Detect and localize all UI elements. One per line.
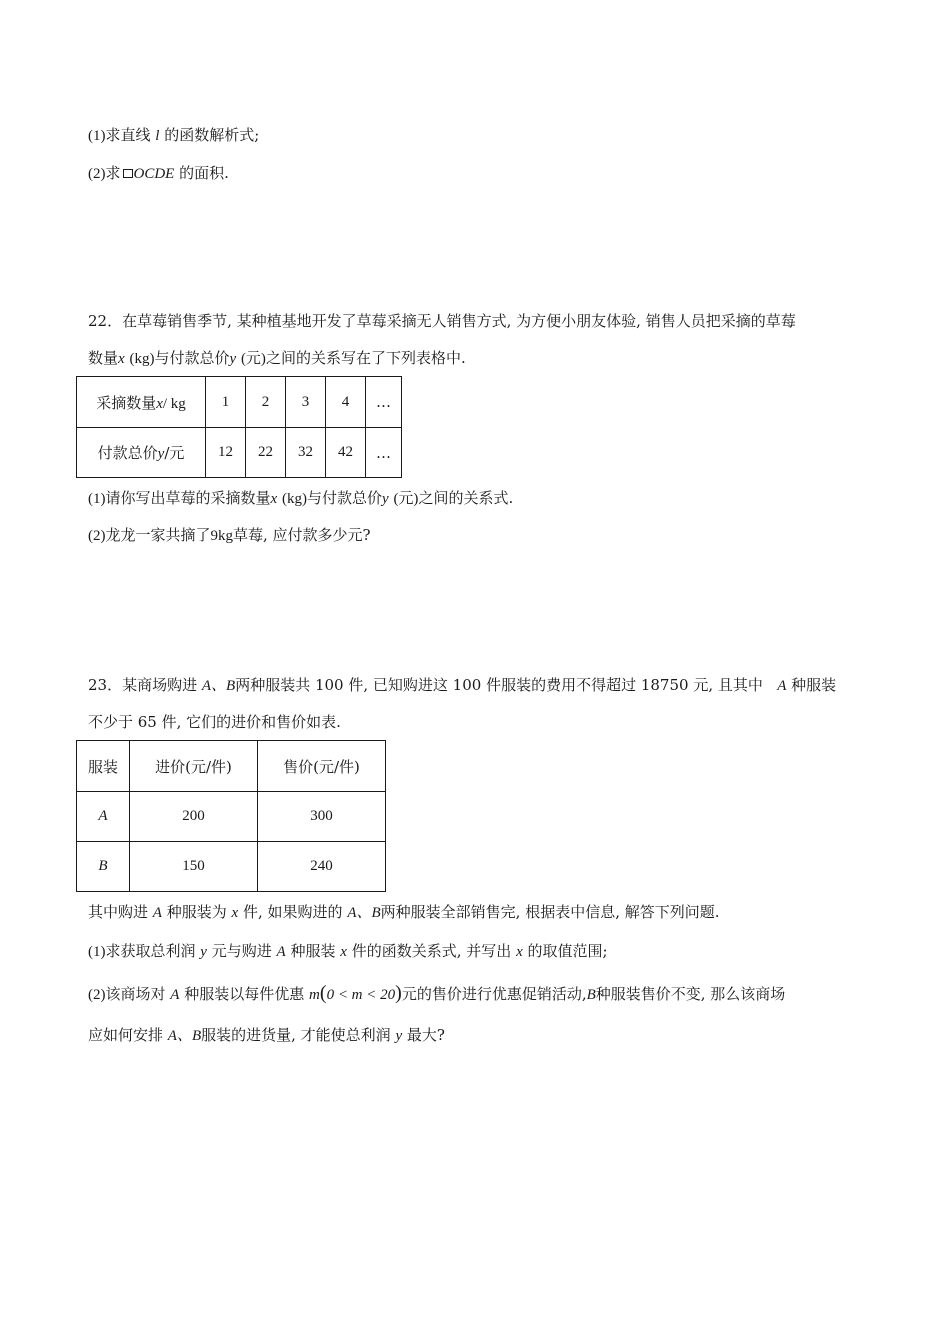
table-cell: B xyxy=(77,842,130,892)
table-cell: 22 xyxy=(246,428,286,478)
q22-stem-line2: 数量x (kg)与付款总价y (元)之间的关系写在了下列表格中. xyxy=(88,349,466,367)
table-cell: … xyxy=(366,428,402,478)
table-row-label: 采摘数量x/ kg xyxy=(77,377,206,428)
q23-stem-line3: 其中购进 A 种服装为 x 件, 如果购进的 A、B两种服装全部销售完, 根据表中信息, 解答下列问题. xyxy=(88,903,720,921)
q23-stem-line1: 23．某商场购进 A、B两种服装共 100 件, 已知购进这 100 件服装的费用不得超过 18750 元, 且其中 A 种服装 xyxy=(88,676,837,694)
q22-part2: (2)龙龙一家共摘了9kg草莓, 应付款多少元? xyxy=(88,526,371,544)
table-cell: 3 xyxy=(286,377,326,428)
q22-part1: (1)请你写出草莓的采摘数量x (kg)与付款总价y (元)之间的关系式. xyxy=(88,489,514,507)
table-cell: 12 xyxy=(206,428,246,478)
table-header: 服装 xyxy=(77,741,130,792)
table-cell: 200 xyxy=(130,792,258,842)
table-cell: 4 xyxy=(326,377,366,428)
q23-stem-line2: 不少于 65 件, 它们的进价和售价如表. xyxy=(88,713,341,731)
table-header: 售价(元/件) xyxy=(258,741,386,792)
condition-expression: 0 < m < 20 xyxy=(326,987,396,1003)
clothing-table xyxy=(76,740,386,892)
q23-part1: (1)求获取总利润 y 元与购进 A 种服装 x 件的函数关系式, 并写出 x 的取值范围; xyxy=(88,942,608,960)
table-cell: 42 xyxy=(326,428,366,478)
table-cell: 1 xyxy=(206,377,246,428)
q23-part2-line1: (2)该商场对 A 种服装以每件优惠 m(0 < m < 20)元的售价进行优惠促销活动,B种服装售价不变, 那么该商场 xyxy=(88,982,786,1004)
strawberry-table xyxy=(76,376,402,478)
q23-part2-line2: 应如何安排 A、B服装的进货量, 才能使总利润 y 最大? xyxy=(88,1026,445,1044)
table-row-label: 付款总价y/元 xyxy=(77,428,206,478)
table-cell: 2 xyxy=(246,377,286,428)
table-header: 进价(元/件) xyxy=(130,741,258,792)
table-cell: 240 xyxy=(258,842,386,892)
q21-part2: (2)求 OCDE 的面积. xyxy=(88,164,229,182)
table-cell: 150 xyxy=(130,842,258,892)
parallelogram-icon xyxy=(123,169,133,178)
q21-part1: (1)求直线 l 的函数解析式; xyxy=(88,126,260,144)
q22-stem-line1: 22．在草莓销售季节, 某种植基地开发了草莓采摘无人销售方式, 为方便小朋友体验, 销售人员把采摘的草莓 xyxy=(88,312,796,330)
table-cell: 32 xyxy=(286,428,326,478)
table-cell: 300 xyxy=(258,792,386,842)
table-cell: … xyxy=(366,377,402,428)
table-cell: A xyxy=(77,792,130,842)
